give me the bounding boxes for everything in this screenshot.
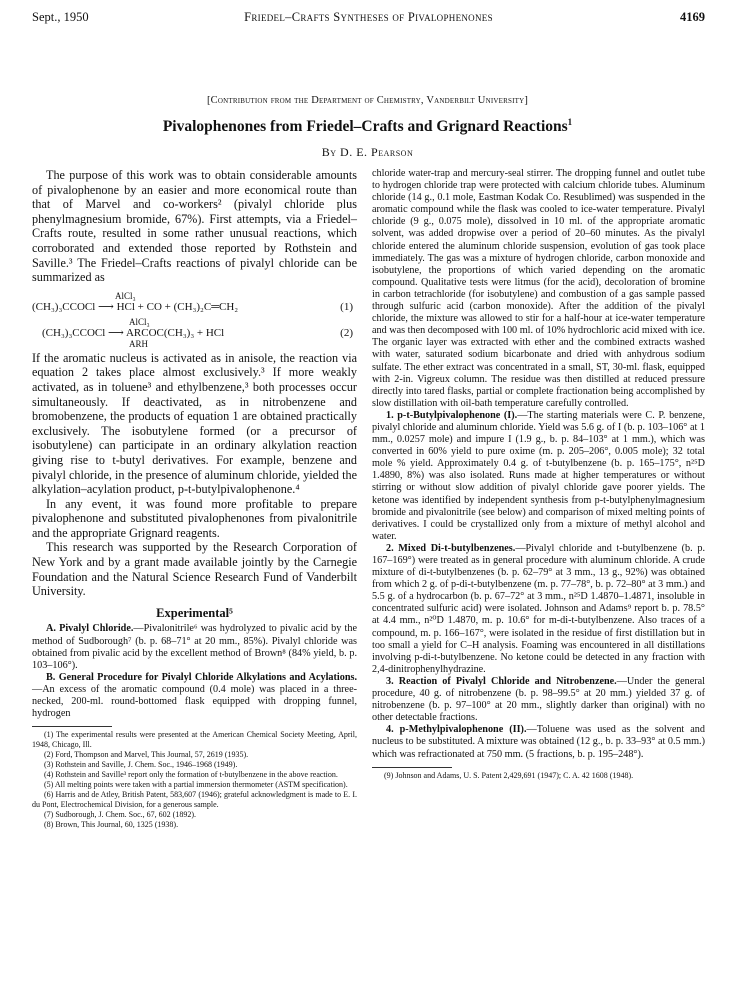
experimental-a-label: A. Pivalyl Chloride.	[46, 623, 134, 635]
experimental-b-text: —An excess of the aromatic compound (0.4 mole) was placed in a three-necked, 200-ml. round-bottomed flask equipped with dropping funnel, hydrogen	[32, 683, 357, 720]
eq1-rhs: HCl + CO + (CH₃)₂C═CH₂	[116, 300, 239, 313]
author-line: By D. E. Pearson	[321, 145, 414, 159]
article-title-text: Pivalophenones from Friedel–Crafts and Grignard Reactions	[162, 118, 568, 136]
experimental-b-label: B. General Procedure for Pivalyl Chloride Alkylations and Acylations.	[46, 671, 357, 683]
paragraph-grignard: In any event, it was found more profitable to prepare pivalophenone and substituted pivalophenones from pivalonitrile and the appropriate Grignard reagents.	[32, 496, 357, 540]
item-3-label: 3. Reaction of Pivalyl Chloride and Nitrobenzene.	[386, 675, 617, 687]
running-head	[32, 10, 705, 28]
item-1-label: 1. p-t-Butylpivalophenone (I).	[386, 409, 518, 421]
equation-2	[32, 316, 357, 349]
issue-date: Sept., 1950	[32, 10, 89, 24]
item-4-text: —Toluene was used as the solvent and nucleus to be substituted. A mixture was obtained (12 g., b. p. 33–93° at 0.5 mm.) which was refractionated at 750 mm. (5 fractions, b. p. 195–248°).	[372, 724, 705, 760]
eq2-arrow: ⟶	[108, 326, 124, 339]
item-1	[372, 410, 705, 543]
eq2-catalyst: AlCl₃	[129, 316, 150, 327]
eq1-catalyst: AlCl₃	[115, 290, 136, 301]
eq2-reagent: ARH	[129, 338, 149, 349]
paragraph-activation: If the aromatic nucleus is activated as in anisole, the reaction via equation 2 takes place almost exclusively.³ If more weakly activated, as in toluene³ and ethylbenzene,³ both processes occur simultaneously. If deactivated, as in nitrobenzene and bromobenzene, the products of equation 1 are obtained practically exclusively. The isobutylene formed (or a precursor of isobutylene) can participate in an ordinary alkylation reaction giving rise to t-butyl derivatives. For example, benzene and pivalyl chloride, in the presence of aluminum chloride, yielded the alkylation–acylation product, p-t-butylpivalophenone.⁴	[32, 350, 357, 497]
footnote: (2) Ford, Thompson and Marvel, This Journal, 57, 2619 (1935).	[44, 750, 249, 760]
item-3	[372, 676, 705, 724]
eq1-number: (1)	[340, 300, 353, 313]
item-2-label: 2. Mixed Di-t-butylbenzenes.	[386, 542, 516, 554]
eq1-body	[32, 301, 238, 314]
paragraph-acknowledgment: This research was supported by the Research Corporation of New York and by a grant made available jointly by the Carnegie Foundation and the Natural Science Research Fund of Vanderbilt University.	[32, 540, 357, 599]
footnote-divider	[372, 767, 452, 768]
footnotes-left	[32, 730, 357, 830]
article-title	[0, 117, 735, 136]
eq1-lhs: (CH₃)₃CCOCl	[32, 300, 96, 313]
experimental-a	[32, 623, 357, 671]
footnotes-right	[372, 771, 705, 781]
eq2-lhs: (CH₃)₃CCOCl	[42, 326, 106, 339]
right-column	[372, 168, 705, 781]
footnote: (8) Brown, This Journal, 60, 1325 (1938).	[44, 820, 179, 830]
footnote: (6) Harris and de Atley, British Patent, 583,607 (1946); grateful acknowledgment is made to E. I. du Pont, Electrochemical Division, for a generous sample.	[32, 790, 357, 810]
item-2	[372, 543, 705, 676]
item-2-text: —Pivalyl chloride and t-butylbenzene (b. p. 167–169°) were treated as in general procedure with aluminum chloride. A crude mixture of di-t-butylbenzenes (b. p. 62–79° at 3 mm., 13 g., 92%) was obtained from which 2 g. of p-di-t-butylbenzene (m. p. 77–78°, b. p. 72–80° at 3 mm.) and 5.5 g. of a hydrocarbon (b. p. 67–72° at 3 mm., n²⁵D 1.4870–1.4871, insoluble in concentrated sulfuric acid) were isolated. Johnson and Adams⁹ report b. p. 78.5° at 4.4 mm., n²⁰D 1.4870, m. p. 10.6° for m-di-t-butylbenzene. Also traces of a compound, m. p. 166–167°, were isolated in the residue of first distillation but in too small a yield for C–H analysis. Foaming was encountered in all distillations involving p-di-t-butylbenzene. No ketone could be detected in any fraction with 2,4-dinitrophenylhydrazine.	[372, 542, 705, 675]
footnote: (1) The experimental results were presented at the American Chemical Society Meeting, April, 1948, Chicago, Ill.	[32, 730, 357, 750]
footnote: (3) Rothstein and Saville, J. Chem. Soc., 1946–1968 (1949).	[44, 760, 238, 770]
equation-1	[32, 290, 357, 316]
item-4-label: 4. p-Methylpivalophenone (II).	[386, 724, 527, 736]
left-column	[32, 168, 357, 830]
eq2-number: (2)	[340, 326, 353, 339]
footnote: (4) Rothstein and Saville³ report only the formation of t-butylbenzene in the above reaction.	[44, 770, 338, 780]
procedure-continued: chloride water-trap and mercury-seal stirrer. The dropping funnel and outlet tube to hydrogen chloride trap were protected with calcium chloride tubes. Aluminum chloride (14 g., 0.1 mole, Eastman Kodak Co. Resublimed) was suspended in the aromatic compound while the flask was cooled to ice-water temperature. Pivalyl chloride (9 g., 0.075 mole), dissolved in 10 ml. of the appropriate aromatic solvent, was added dropwise over a period of 20–60 minutes. As the pivalyl chloride entered the aluminum chloride suspension, evolution of gas took place immediately. The gas was a mixture of hydrogen chloride, carbon monoxide and isobutylene, the proportions of which varied depending on the aromatic compound. Qualitative tests were litmus (for the acid), decoloration of bromine in carbon tetrachloride (for isobutylene) and combustion of a gas sample passed through sulfuric acid (carbon monoxide). After the addition of the pivalyl chloride, the mixture was allowed to stir for a half-hour at ice-water temperature and was then decomposed with 100 ml. of 10% hydrochloric acid mixed with ice. The organic layer was extracted with ether and the combined extracts washed with water, saturated sodium bicarbonate and dried with anhydrous sodium sulfate. The ether extract was concentrated in a small, ST, 30-ml. flask, equipped with 2-in. Vigreux column. The residue was then distilled at reduced pressure directly into tared flasks, partial or complete fractionation being accomplished by slow distillation with oil-bath temperature carefully controlled.	[372, 168, 705, 409]
contribution-line: [Contribution from the Department of Chemistry, Vanderbilt University]	[206, 95, 529, 106]
footnote: (9) Johnson and Adams, U. S. Patent 2,429,691 (1947); C. A. 42 1608 (1948).	[384, 770, 634, 780]
page-number: 4169	[680, 10, 705, 24]
section-heading-experimental: Experimental⁵	[156, 605, 233, 620]
eq2-rhs: ARCOC(CH₃)₃ + HCl	[125, 326, 225, 339]
running-title: Friedel–Crafts Syntheses of Pivalophenones	[244, 10, 493, 24]
equations	[32, 290, 357, 349]
footnote: (5) All melting points were taken with a partial immersion thermometer (ASTM specification).	[44, 780, 348, 790]
experimental-a-text: —Pivalonitrile⁶ was hydrolyzed to pivalic acid by the method of Sudborough⁷ (b. p. 68–71° at 20 mm., 85%). Pivalyl chloride was obtained from pivalic acid by the excellent method of Brown⁸ (84% yield, b. p. 103–106°).	[32, 623, 357, 671]
item-4	[372, 724, 705, 760]
eq1-arrow: ⟶	[98, 300, 114, 313]
item-3-text: —Under the general procedure, 40 g. of nitrobenzene (b. p. 98–99.5° at 20 mm.) yielded 37 g. of nitrobenzene (b. p. 97–100° at 20 mm., slightly darker than original) with no other detectable fractions.	[372, 675, 705, 724]
footnote: (7) Sudborough, J. Chem. Soc., 67, 602 (1892).	[44, 810, 196, 820]
item-1-text: —The starting materials were C. P. benzene, pivalyl chloride and aluminum chloride. Yield was 5.6 g. of I (b. p. 103–106° at 1 mm., 0.0257 mole) and impure I (1.9 g., b. p. 84–103° at 1 mm.), which was converted in 60% yield to pure oxime (m. p. 205–206°, 0.005 mole); 32 total mole % yield. Approximately 0.4 g. of t-butylbenzene (b. p. 165–175°, n²⁵D 1.4890, 8%) was also isolated. Runs made at higher temperatures or without stirring or without slow addition of pivalyl chloride gave poorer yields. The ketone was identified by independent synthesis from p-t-butylphenylmagnesium bromide and pivalonitrile (see below) and comparison of mixed melting points of derivatives. I could be crystallized only from a mixture of methyl alcohol and water.	[372, 409, 705, 542]
title-footnote-marker: 1	[567, 117, 573, 127]
footnote-divider	[32, 726, 112, 727]
experimental-b	[32, 672, 357, 720]
intro-paragraph: The purpose of this work was to obtain considerable amounts of pivalophenone by an easier and more economical route than that of Marvel and co-workers² (pivalyl chloride plus phenylmagnesium bromide, 67%). First attempts, via a Friedel–Crafts route, resulted in some rather unusual reactions, which corroborated and extended those reported by Rothstein and Saville.³ The Friedel–Crafts reactions of pivalyl chloride can be summarized as	[32, 168, 357, 285]
